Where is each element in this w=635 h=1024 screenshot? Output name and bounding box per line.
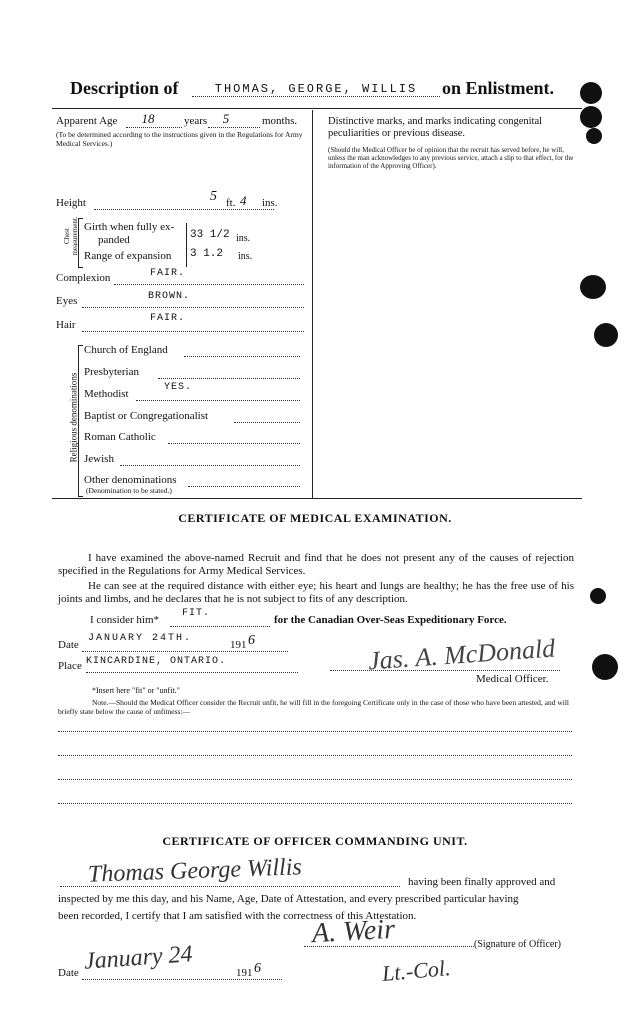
medical-para-1: I have examined the above-named Recruit and find that he does not present any of the causes of rejection specified in the Regulations for Army Medical Services. [58, 552, 574, 577]
hair-label: Hair [56, 319, 76, 331]
marks-note: (Should the Medical Officer be of opinion that the recruit has served before, he will, unless the man acknowledges to any previous service, attach a slip to that effect, for the information of the Approving Officer). [328, 146, 574, 170]
medical-heading: CERTIFICATE OF MEDICAL EXAMINATION. [178, 511, 452, 525]
unfit-note: Note.—Should the Medical Officer consider the Recruit unfit, he will fill in the foregoing Certificate only in the case of those who have been attested, and will briefly state below the cause of unfitness:— [58, 698, 570, 716]
medical-date-label: Date [58, 639, 79, 651]
medical-para-2: He can see at the required distance with either eye; his heart and lungs are healthy; he has the free use of his joints and limbs, and he declares that he is not subject to fits of any description. [58, 580, 574, 605]
height-ft: 5 [210, 189, 217, 204]
range-label: Range of expansion [84, 250, 172, 262]
signature-label: (Signature of Officer) [474, 939, 562, 950]
hair-value: FAIR. [150, 313, 186, 324]
medical-officer-label: Medical Officer. [476, 673, 549, 685]
consider-value: FIT. [182, 608, 211, 619]
age-row [56, 111, 306, 127]
officer-heading: CERTIFICATE OF OFFICER COMMANDING UNIT. [162, 834, 468, 848]
recruit-signature: Thomas George Willis [87, 854, 303, 888]
months-dots [208, 127, 260, 128]
complexion-dots [114, 284, 304, 285]
officer-date-label: Date [58, 967, 79, 979]
religion-label-4: Roman Catholic [84, 431, 156, 443]
marks-heading: Distinctive marks, and marks indicating congenital peculiarities or previous disease. [328, 116, 543, 139]
punch-hole [580, 82, 602, 104]
column-divider [312, 110, 313, 498]
consider-dots [170, 626, 270, 627]
officer-year-digit: 6 [254, 961, 261, 976]
religion-label-5: Jewish [84, 453, 114, 465]
religion-label-1: Presbyterian [84, 366, 139, 378]
eyes-dots [82, 307, 304, 308]
medical-place-dots [86, 672, 298, 673]
insert-note: *Insert here "fit" or "unfit." [92, 686, 180, 695]
religion-dots [234, 422, 300, 423]
religion-value-2: YES. [164, 382, 193, 393]
religion-row-4 [84, 431, 300, 443]
medical-date-row [58, 633, 298, 651]
officer-text-2: inspected by me this day, and his Name, Age, Date of Attestation, and every prescribed particular having [58, 893, 519, 905]
range-value: 3 1.2 [190, 248, 224, 260]
medical-officer-signature: Jas. A. McDonald [367, 633, 557, 676]
unfit-line [58, 803, 572, 804]
religion-dots [120, 465, 300, 466]
medical-place-value: KINCARDINE, ONTARIO. [86, 656, 227, 667]
punch-hole [580, 275, 606, 299]
recruit-name: THOMAS, GEORGE, WILLIS [192, 82, 440, 97]
unfit-line [58, 779, 572, 780]
denomination-note: (Denomination to be stated.) [86, 486, 172, 495]
hair-row [56, 313, 306, 331]
ft-label: ft. [226, 197, 236, 209]
officer-year-prefix: 191 [236, 967, 253, 979]
medical-place-row [58, 656, 308, 672]
religion-dots [168, 443, 300, 444]
religion-label: Religious denominations [68, 372, 79, 463]
punch-hole [590, 588, 606, 604]
eyes-row [56, 291, 306, 307]
months-label: months. [262, 115, 298, 127]
range-ins: ins. [238, 251, 253, 262]
punch-hole [592, 654, 618, 680]
title-right: on Enlistment. [442, 78, 555, 98]
religion-label-3: Baptist or Congregationalist [84, 410, 209, 422]
recruit-signature-dots [60, 886, 400, 887]
form-bottom-rule [52, 498, 582, 499]
religion-label-2: Methodist [84, 388, 129, 400]
height-ins: 4 [240, 193, 247, 208]
religion-row-3 [84, 410, 300, 422]
consider-suffix: for the Canadian Over-Seas Expeditionary Force. [274, 614, 507, 626]
religion-row-5 [84, 453, 300, 465]
religion-dots [158, 378, 300, 379]
age-note: (To be determined according to the instructions given in the Regulations for Army Medical Services.) [56, 130, 303, 148]
officer-date-handwritten: January 24 [83, 941, 194, 975]
title-left: Description of [70, 78, 179, 98]
unfit-line [58, 731, 572, 732]
medical-place-label: Place [58, 660, 82, 672]
complexion-label: Complexion [56, 272, 111, 284]
girth-label-2: panded [98, 234, 130, 246]
officer-date-row [58, 941, 298, 979]
girth-row [84, 221, 304, 247]
officer-text-1: having been finally approved and [408, 876, 556, 888]
height-row [56, 189, 306, 209]
religion-row-6 [84, 474, 300, 486]
girth-ins: ins. [236, 233, 251, 244]
punch-hole [594, 323, 618, 347]
religion-bracket [78, 345, 83, 497]
medical-year-digit: 6 [248, 633, 255, 648]
punch-hole [580, 106, 602, 128]
rank-scribble: Lt.-Col. [380, 955, 452, 986]
medical-signature-dots [330, 670, 560, 671]
chest-bracket [78, 218, 83, 268]
age-years: 18 [141, 111, 155, 126]
religion-row-2 [84, 382, 300, 400]
complexion-row [56, 268, 306, 284]
medical-date-value: JANUARY 24TH. [88, 633, 193, 644]
officer-signature-dots [304, 946, 474, 947]
eyes-label: Eyes [56, 295, 78, 307]
girth-label-1: Girth when fully ex- [84, 221, 175, 233]
consider-row [90, 608, 580, 626]
height-label: Height [56, 197, 86, 209]
religion-dots [188, 486, 300, 487]
religion-label-0: Church of England [84, 344, 168, 356]
officer-date-dots [82, 979, 282, 980]
officer-signature: A. Weir [311, 913, 396, 950]
form-top-rule [52, 108, 582, 109]
officer-text-3: been recorded, I certify that I am satisfied with the correctness of this Attestation. [58, 910, 417, 922]
unfit-line [58, 755, 572, 756]
punch-hole [586, 128, 602, 144]
age-label: Apparent Age [56, 115, 118, 127]
religion-row-0 [84, 344, 300, 356]
consider-label: I consider him* [90, 614, 160, 626]
height-dots [94, 209, 274, 210]
age-dots [126, 127, 182, 128]
religion-row-1 [84, 366, 300, 378]
ins-label: ins. [262, 197, 278, 209]
religion-dots [184, 356, 300, 357]
complexion-value: FAIR. [150, 268, 186, 279]
range-row [84, 250, 304, 262]
header [70, 78, 560, 102]
chest-label: Chest measurement. [63, 216, 79, 256]
age-months: 5 [222, 111, 230, 126]
years-label: years [184, 115, 208, 127]
eyes-value: BROWN. [148, 291, 191, 302]
hair-dots [82, 331, 304, 332]
religion-dots [136, 400, 300, 401]
girth-value: 33 1/2 [190, 229, 230, 241]
medical-date-dots [82, 651, 288, 652]
medical-year-prefix: 191 [230, 639, 247, 651]
religion-label-6: Other denominations [84, 474, 177, 486]
